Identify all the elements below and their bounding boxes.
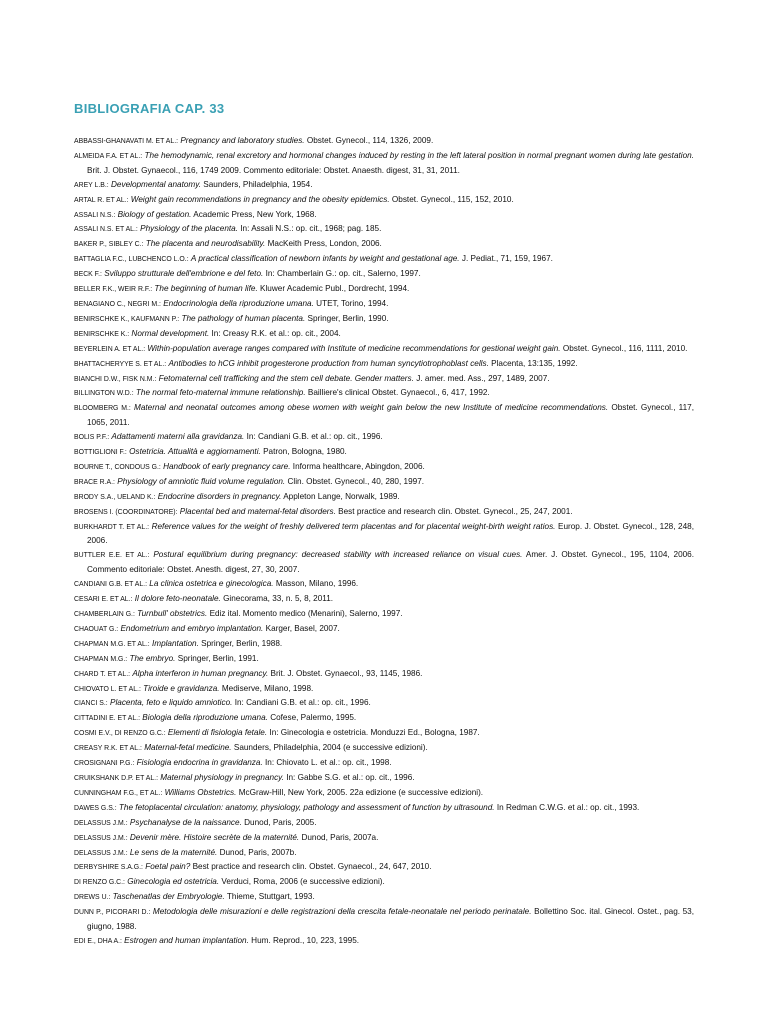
reference-item [74,386,694,401]
reference-author: BOLIS P.F.: [74,434,110,442]
reference-source: Springer, Berlin, 1991. [177,653,259,663]
reference-item [74,860,694,875]
reference-title: Postural equilibrium during pregnancy: decreased stability with increased reliance on visual cues. [153,550,523,560]
reference-title: Il dolore feto-neonatale. [134,594,221,604]
reference-author: BHATTACHERYYE S. ET AL.: [74,360,167,368]
reference-author: DUNN P., PICORARI D.: [74,909,151,917]
reference-author: COSMI E.V., DI RENZO G.C.: [74,730,166,738]
reference-title: Tiroide e gravidanza. [143,683,220,693]
reference-item [74,327,694,342]
reference-author: BENIRSCHKE K.: [74,330,130,338]
reference-source: Informa healthcare, Abingdon, 2006. [292,461,425,471]
reference-item [74,475,694,490]
reference-item [74,801,694,816]
reference-title: Within-population average ranges compared with Institute of medicine recommendations for gestional weight gain. [147,343,561,353]
reference-title: Endometrium and embryo implantation. [120,623,264,633]
reference-author: BATTAGLIA F.C., LUBCHENCO L.O.: [74,256,189,264]
reference-author: CHAMBERLAIN G.: [74,611,135,618]
reference-author: ARTAL R. ET AL.: [74,196,129,204]
reference-author: BUTTLER E.E. ET AL.: [74,552,150,560]
reference-author: BAKER P., SIBLEY C.: [74,241,144,249]
reference-title: The embryo. [129,653,176,663]
reference-item [74,816,694,831]
reference-author: BOTTIGLIONI F.: [74,449,127,457]
reference-title: Fisiologia endocrina in gravidanza. [136,758,263,768]
reference-source: Best practice and research clin. Obstet. Gynaecol., 24, 647, 2010. [192,862,432,872]
reference-item [74,134,694,149]
reference-item [74,771,694,786]
reference-title: Antibodies to hCG inhibit progesterone production from human syncytiotrophoblast cells. [168,358,489,368]
reference-source: In: Chiovato L. et al.: op. cit., 1998. [265,758,392,768]
reference-author: CANDIANI G.B. ET AL.: [74,581,148,589]
reference-source: Best practice and research clin. Obstet. Gynecol., 25, 247, 2001. [338,506,573,516]
reference-source: In: Candiani G.B. et al.: op. cit., 1996. [246,432,383,442]
reference-source: Dunod, Paris, 2007b. [219,847,297,857]
reference-title: Endocrine disorders in pregnancy. [157,491,282,501]
reference-author: DELASSUS J.M.: [74,834,128,842]
reference-author: CROSIGNANI P.G.: [74,760,135,768]
reference-source: J. Pediat., 71, 159, 1967. [461,254,553,264]
reference-title: The placenta and neurodisability. [145,239,266,249]
reference-item [74,667,694,682]
reference-item [74,520,694,549]
reference-source: In: Creasy R.K. et al.: op. cit., 2004. [211,328,341,338]
reference-title: Implantation. [151,638,199,648]
reference-item [74,357,694,372]
reference-source: Cofese, Palermo, 1995. [270,713,357,723]
reference-source: In: Gabbe S.G. et al.: op. cit., 1996. [286,772,415,782]
reference-item [74,178,694,193]
reference-source: In: Candiani G.B. et al.: op. cit., 1996. [234,698,371,708]
reference-author: DERBYSHIRE S.A.G.: [74,864,143,872]
reference-title: Sviluppo strutturale dell'embrione e del feto. [104,269,264,279]
reference-author: CRUIKSHANK D.P. ET AL.: [74,774,158,782]
reference-title: Ostetricia. Attualità e aggiornamenti. [129,447,261,457]
reference-author: BELLER F.K., WEIR R.F.: [74,286,153,294]
reference-title: Biology of gestation. [117,209,192,219]
reference-list [74,134,694,949]
reference-source: Ediz ital. Momento medico (Menarini), Salerno, 1997. [209,609,403,618]
reference-author: BILLINGTON W.D.: [74,390,134,398]
reference-title: The normal feto-maternal immune relationship. [135,388,306,398]
reference-title: The pathology of human placenta. [181,313,306,323]
reference-author: CHIOVATO L. ET AL.: [74,685,141,693]
reference-source: J. amer. med. Ass., 297, 1489, 2007. [416,373,550,383]
reference-author: CHAPMAN M.G. ET AL.: [74,640,150,648]
reference-item [74,726,694,741]
reference-title: Ginecologia ed ostetricia. [127,877,220,887]
reference-author: ALMEIDA F.A. ET AL.: [74,152,143,160]
reference-title: Le sens de la maternité. [129,847,218,857]
reference-author: BRODY S.A., UELAND K.: [74,493,156,501]
reference-item [74,490,694,505]
reference-item [74,846,694,861]
reference-source: In: Ginecologia e ostetricia. Monduzzi Ed., Bologna, 1987. [269,728,480,738]
reference-title: Estrogen and human implantation. [124,935,249,945]
reference-source: Saunders, Philadelphia, 1954. [203,179,313,189]
reference-title: Placenta, feto e liquido amniotico. [109,698,233,708]
reference-author: CREASY R.K. ET AL.: [74,745,142,753]
reference-source: Saunders, Philadelphia, 2004 (e successive edizioni). [233,743,428,753]
reference-item [74,267,694,282]
reference-source: Ginecorama, 33, n. 5, 8, 2011. [223,594,334,604]
reference-author: DI RENZO G.C.: [74,879,125,887]
reference-item [74,875,694,890]
reference-item [74,222,694,237]
reference-title: Devenir mère. Histoire secrète de la maternité. [129,832,300,842]
reference-source: Dunod, Paris, 2005. [244,817,317,827]
reference-title: Alpha interferon in human pregnancy. [132,668,269,678]
reference-author: BROSENS I. (COORDINATORE): [74,508,178,516]
reference-title: A practical classification of newborn infants by weight and gestational age. [190,254,460,264]
reference-title: Reference values for the weight of freshly delivered term placentas and for placental weight-birth weight ratios. [151,521,556,531]
reference-item [74,401,694,430]
reference-source: Thieme, Stuttgart, 1993. [226,892,315,902]
reference-item [74,786,694,801]
reference-title: The hemodynamic, renal excretory and hormonal changes induced by resting in the left lateral position in normal pregnant women during late gestation. [144,150,694,160]
reference-source: In: Assali N.S.: op. cit., 1968; pag. 185. [240,224,382,234]
reference-title: La clinica ostetrica e ginecologica. [149,579,274,589]
reference-author: ASSALI N.S.: [74,211,116,219]
reference-title: Psychanalyse de la naissance. [129,817,242,827]
reference-item [74,297,694,312]
reference-title: Handbook of early pregnancy care. [163,461,291,471]
reference-author: BECK F.: [74,271,102,279]
reference-source: Brit. J. Obstet. Gynaecol., 93, 1145, 1986. [270,668,423,678]
reference-title: Placental bed and maternal-fetal disorders. [179,506,336,516]
reference-title: Turnbull' obstetrics. [137,609,208,618]
reference-source: Bollettino Soc. ital. Ginecol. Ostet., pag. 53, giugno, 1988. [87,907,695,932]
reference-source: Kluwer Academic Publ., Dordrecht, 1994. [260,284,410,294]
reference-source: Brit. J. Obstet. Gynaecol., 116, 1749 2009. Commento editoriale: Obstet. Anaesth. digest, 31, 31, 2011. [87,165,460,175]
reference-title: Taschenatlas der Embryologie. [112,892,225,902]
reference-author: ABBASSI-GHANAVATI M. ET AL.: [74,138,179,145]
reference-author: BLOOMBERG M.: [74,405,131,413]
reference-author: BIANCHI D.W., FISK N.M.: [74,375,157,383]
page-title: BIBLIOGRAFIA CAP. 33 [74,101,225,116]
reference-item [74,637,694,652]
reference-source: Obstet. Gynecol., 114, 1326, 2009. [306,136,434,145]
reference-title: Foetal pain? [145,862,191,872]
reference-title: Williams Obstetrics. [164,787,237,797]
reference-author: DELASSUS J.M.: [74,849,128,857]
reference-item [74,237,694,252]
reference-author: CESARI E. ET AL.: [74,596,133,604]
reference-source: Bailliere's clinical Obstet. Gynaecol., 6, 417, 1992. [307,388,490,398]
reference-source: Dunod, Paris, 2007a. [301,832,379,842]
reference-title: Elementi di fisiologia fetale. [167,728,268,738]
reference-source: In: Chamberlain G.: op. cit., Salerno, 1997. [265,269,421,279]
reference-source: Patron, Bologna, 1980. [263,447,347,457]
reference-source: McGraw-Hill, New York, 2005. 22a edizione (e successive edizioni). [238,787,484,797]
reference-item [74,682,694,697]
reference-source: UTET, Torino, 1994. [316,298,389,308]
reference-item [74,592,694,607]
reference-title: Adattamenti materni alla gravidanza. [111,432,245,442]
reference-item [74,149,694,178]
reference-author: DREWS U.: [74,894,111,902]
reference-item [74,460,694,475]
reference-author: CHAPMAN M.G.: [74,655,128,663]
reference-item [74,312,694,327]
reference-author: EDI E., DHA A.: [74,937,122,945]
reference-item [74,252,694,267]
reference-title: Maternal-fetal medicine. [144,743,232,753]
reference-item [74,208,694,223]
reference-author: DAWES G.S.: [74,804,117,812]
reference-source: Obstet. Gynecol., 116, 1111, 2010. [562,343,688,353]
reference-item [74,430,694,445]
reference-item [74,445,694,460]
reference-title: Physiology of amniotic fluid volume regulation. [117,476,286,486]
reference-item [74,505,694,520]
reference-item [74,831,694,846]
reference-author: BURKHARDT T. ET AL.: [74,523,150,531]
reference-item [74,193,694,208]
reference-title: Weight gain recommendations in pregnancy and the obesity epidemics. [130,194,390,204]
reference-title: Developmental anatomy. [111,179,201,189]
reference-source: Springer, Berlin, 1988. [201,638,283,648]
reference-author: CUNNINGHAM F.G., ET AL.: [74,789,163,797]
reference-author: DELASSUS J.M.: [74,819,128,827]
reference-item [74,548,694,577]
reference-source: Masson, Milano, 1996. [275,579,359,589]
reference-title: The beginning of human life. [154,284,258,294]
reference-item [74,741,694,756]
reference-title: Normal development. [131,328,210,338]
reference-item [74,622,694,637]
reference-source: Mediserve, Milano, 1998. [221,683,314,693]
reference-title: Pregnancy and laboratory studies. [180,136,305,145]
reference-item [74,282,694,297]
reference-title: Endocrinologia della riproduzione umana. [163,298,314,308]
reference-source: Academic Press, New York, 1968. [193,209,317,219]
reference-item [74,890,694,905]
reference-title: The fetoplacental circulation: anatomy, physiology, pathology and assessment of function by ultrasound. [118,802,495,812]
reference-title: Metodologia delle misurazioni e delle registrazioni della crescita fetale-neonatale nel periodo perinatale. [152,907,532,917]
reference-source: Europ. J. Obstet. Gynecol., 128, 248, 2006. [87,521,694,546]
reference-title: Biologia della riproduzione umana. [142,713,268,723]
reference-title: Maternal and neonatal outcomes among obese women with weight gain below the new Institute of medicine recommendations. [134,403,609,413]
reference-source: MacKeith Press, London, 2006. [267,239,382,249]
reference-item [74,652,694,667]
reference-author: AREY L.B.: [74,181,109,189]
reference-author: BEYERLEIN A. ET AL.: [74,345,146,353]
reference-source: Placenta, 13:135, 1992. [491,358,578,368]
reference-source: In Redman C.W.G. et al.: op. cit., 1993. [496,802,640,812]
reference-item [74,577,694,592]
reference-author: CHAOUAT G.: [74,625,119,633]
reference-item [74,711,694,726]
reference-title: Fetomaternal cell trafficking and the stem cell debate. Gender matters. [158,373,414,383]
reference-source: Amer. J. Obstet. Gynecol., 195, 1104, 2006. Commento editoriale: Obstet. Anesth. digest, 27, 30, 2007. [87,550,695,575]
reference-author: CITTADINI E. ET AL.: [74,715,140,723]
reference-item [74,756,694,771]
reference-author: ASSALI N.S. ET AL.: [74,226,138,234]
reference-source: Karger, Basel, 2007. [265,623,340,633]
reference-author: BRACE R.A.: [74,478,115,486]
reference-item [74,607,694,622]
reference-source: Clin. Obstet. Gynecol., 40, 280, 1997. [287,476,425,486]
reference-title: Physiology of the placenta. [140,224,238,234]
reference-source: Appleton Lange, Norwalk, 1989. [283,491,400,501]
reference-author: CHARD T. ET AL.: [74,670,131,678]
reference-source: Springer, Berlin, 1990. [307,313,389,323]
reference-author: BENAGIANO C., NEGRI M.: [74,300,161,308]
reference-item [74,905,694,934]
reference-source: Obstet. Gynecol., 115, 152, 2010. [391,194,514,204]
reference-source: Obstet. Gynecol., 117, 1065, 2011. [87,403,694,428]
reference-item [74,934,694,949]
reference-item [74,342,694,357]
reference-author: BENIRSCHKE K., KAUFMANN P.: [74,315,180,323]
reference-item [74,696,694,711]
reference-author: CIANCI S.: [74,700,108,708]
reference-author: BOURNE T., CONDOUS G.: [74,463,161,471]
reference-item [74,372,694,387]
reference-title: Maternal physiology in pregnancy. [160,772,284,782]
reference-source: Verduci, Roma, 2006 (e successive edizioni). [221,877,385,887]
reference-source: Hum. Reprod., 10, 223, 1995. [251,935,360,945]
